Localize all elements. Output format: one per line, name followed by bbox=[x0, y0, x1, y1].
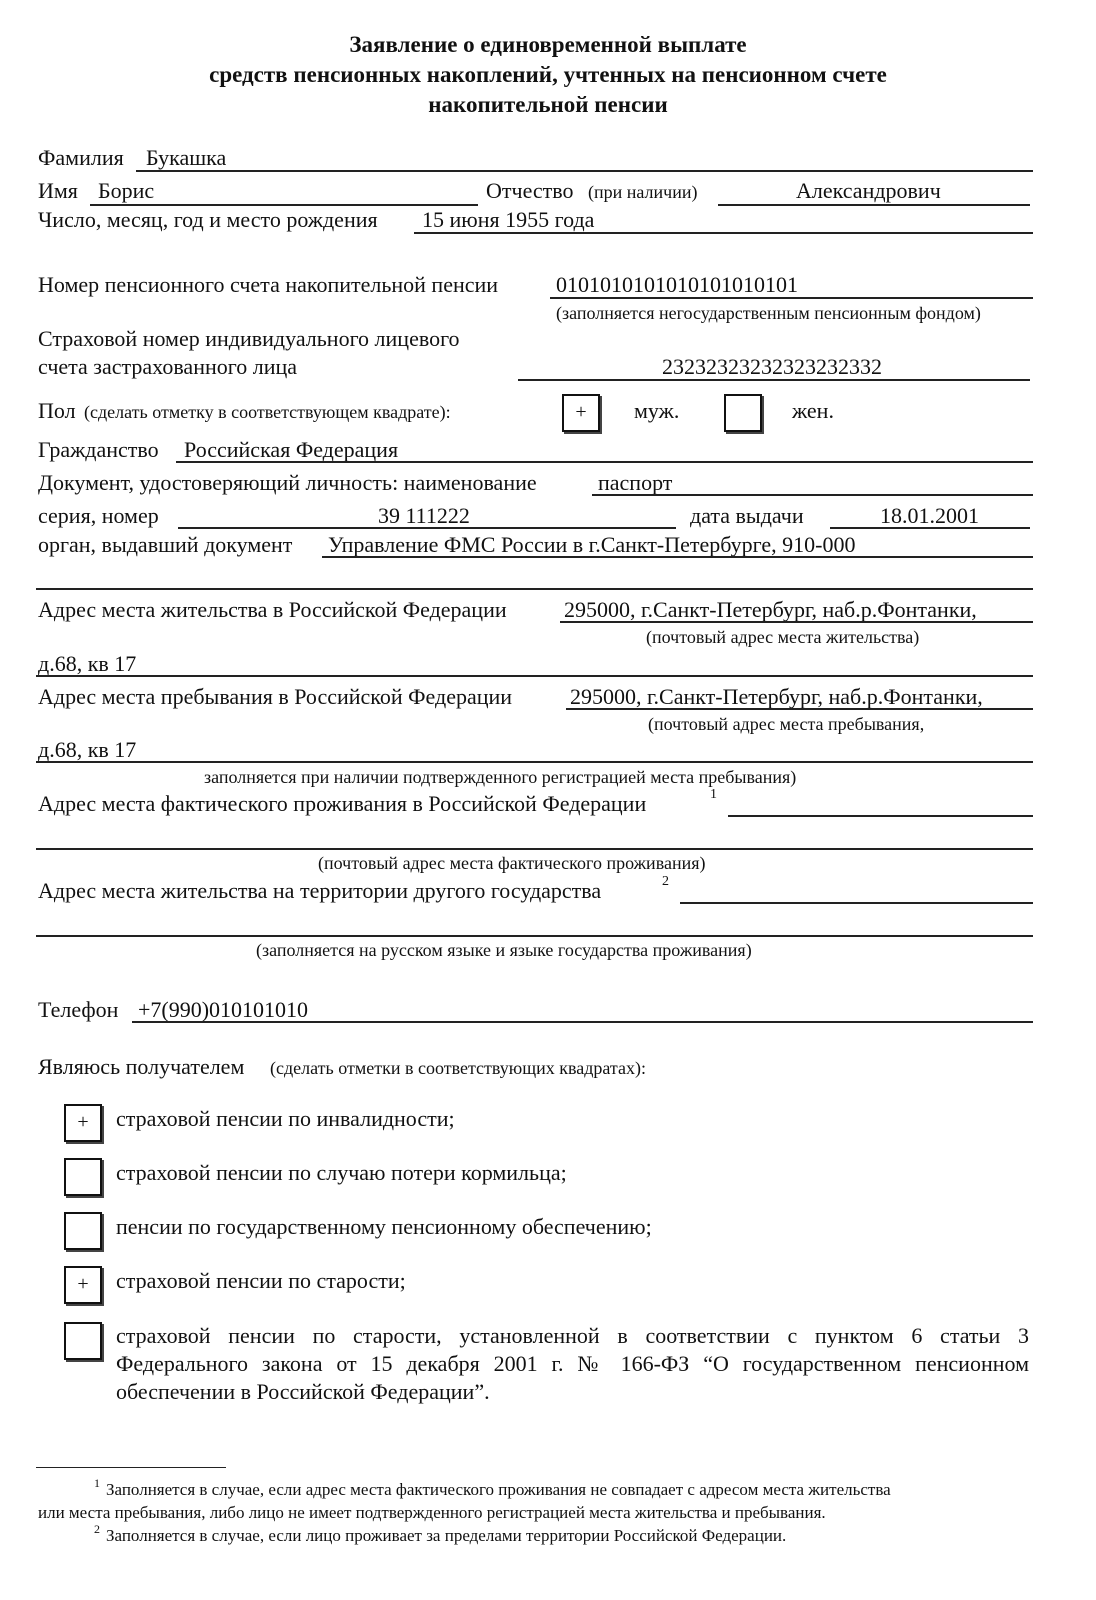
document-issuer-underline bbox=[322, 556, 1033, 558]
surname-label: Фамилия bbox=[38, 145, 124, 170]
footnote-2-number: 2 bbox=[94, 1522, 100, 1536]
sex-label: Пол bbox=[38, 398, 76, 423]
option-label-state-pension: пенсии по государственному пенсионному обеспечению; bbox=[116, 1214, 652, 1239]
foreign-address-footnote-ref: 2 bbox=[662, 874, 669, 889]
document-series-field[interactable]: 39 111222 bbox=[378, 503, 470, 528]
document-issuer-label: орган, выдавший документ bbox=[38, 532, 293, 557]
document-date-underline bbox=[830, 527, 1030, 529]
stay-underline-1 bbox=[566, 708, 1033, 710]
document-type-field[interactable]: паспорт bbox=[598, 470, 673, 495]
sex-female-label: жен. bbox=[792, 398, 834, 423]
option-label-disability: страховой пенсии по инвалидности; bbox=[116, 1106, 455, 1131]
snils-label-line-2: счета застрахованного лица bbox=[38, 354, 298, 379]
residence-field-line-2[interactable]: д.68, кв 17 bbox=[38, 651, 137, 676]
residence-field-line-1[interactable]: 295000, г.Санкт-Петербург, наб.р.Фонтанки, bbox=[564, 597, 977, 622]
residence-note: (почтовый адрес места жительства) bbox=[646, 627, 920, 647]
footnote-1-line-1: Заполняется в случае, если адрес места фактического проживания не совпадает с адресом места жительства bbox=[106, 1480, 891, 1499]
footnote-2-text: Заполняется в случае, если лицо проживает за пределами территории Российской Федерации. bbox=[106, 1526, 787, 1545]
patronymic-underline bbox=[718, 204, 1030, 206]
phone-underline bbox=[132, 1021, 1033, 1023]
separator-line bbox=[36, 588, 1033, 590]
pension-account-field[interactable]: 0101010101010101010101 bbox=[556, 272, 798, 297]
option-checkbox-survivor[interactable] bbox=[64, 1158, 102, 1196]
document-issuer-field[interactable]: Управление ФМС России в г.Санкт-Петербурге, 910-000 bbox=[328, 532, 856, 557]
foreign-address-underline-2 bbox=[36, 935, 1033, 937]
pension-account-note: (заполняется негосударственным пенсионным фондом) bbox=[556, 303, 981, 323]
title-line-2: средств пенсионных накоплений, учтенных на пенсионном счете bbox=[209, 62, 887, 87]
option-checkbox-disability[interactable]: + bbox=[64, 1104, 102, 1142]
birth-field[interactable]: 15 июня 1955 года bbox=[422, 207, 595, 232]
stay-note-1: (почтовый адрес места пребывания, bbox=[648, 714, 925, 734]
patronymic-note: (при наличии) bbox=[588, 182, 698, 202]
surname-field[interactable]: Букашка bbox=[146, 145, 227, 170]
patronymic-label: Отчество bbox=[486, 178, 574, 203]
sex-male-label: муж. bbox=[634, 398, 680, 423]
footnote-1-number: 1 bbox=[94, 1476, 100, 1490]
actual-address-footnote-ref: 1 bbox=[710, 787, 717, 802]
pension-account-underline bbox=[550, 297, 1033, 299]
sex-female-checkbox[interactable] bbox=[724, 394, 762, 432]
option-label-survivor: страховой пенсии по случаю потери кормильца; bbox=[116, 1160, 567, 1185]
footnote-separator bbox=[36, 1467, 226, 1468]
citizenship-underline bbox=[176, 461, 1033, 463]
citizenship-label: Гражданство bbox=[38, 437, 159, 462]
document-label: Документ, удостоверяющий личность: наименование bbox=[38, 470, 537, 495]
name-label: Имя bbox=[38, 178, 78, 203]
snils-field[interactable]: 23232323232323232332 bbox=[662, 354, 882, 379]
snils-underline bbox=[518, 379, 1030, 381]
residence-underline-1 bbox=[560, 621, 1033, 623]
pension-account-label: Номер пенсионного счета накопительной пенсии bbox=[38, 272, 499, 297]
stay-field-line-1[interactable]: 295000, г.Санкт-Петербург, наб.р.Фонтанки, bbox=[570, 684, 983, 709]
surname-underline bbox=[136, 170, 1033, 172]
sex-note: (сделать отметку в соответствующем квадрате): bbox=[84, 402, 451, 422]
option-checkbox-state-pension[interactable] bbox=[64, 1212, 102, 1250]
phone-field[interactable]: +7(990)010101010 bbox=[138, 997, 309, 1022]
stay-note-2: заполняется при наличии подтвержденного регистрацией места пребывания) bbox=[204, 767, 797, 787]
name-field[interactable]: Борис bbox=[98, 178, 155, 203]
document-date-label: дата выдачи bbox=[690, 503, 804, 528]
option-checkbox-old-age[interactable]: + bbox=[64, 1266, 102, 1304]
option-checkbox-old-age-art6[interactable] bbox=[64, 1322, 102, 1360]
actual-address-label: Адрес места фактического проживания в Российской Федерации bbox=[38, 791, 647, 816]
actual-address-underline-1 bbox=[728, 815, 1033, 817]
birth-label: Число, месяц, год и место рождения bbox=[38, 207, 378, 232]
foreign-address-label: Адрес места жительства на территории другого государства bbox=[38, 878, 602, 903]
option-label-old-age: страховой пенсии по старости; bbox=[116, 1268, 406, 1293]
citizenship-field[interactable]: Российская Федерация bbox=[184, 437, 399, 462]
document-type-underline bbox=[592, 494, 1033, 496]
recipient-label: Являюсь получателем bbox=[38, 1054, 245, 1079]
title-line-3: накопительной пенсии bbox=[428, 92, 668, 117]
residence-underline-2 bbox=[36, 675, 1033, 677]
sex-male-checkbox[interactable]: + bbox=[562, 394, 600, 432]
phone-label: Телефон bbox=[38, 997, 119, 1022]
footnote-1-line-2: или места пребывания, либо лицо не имеет подтвержденного регистрацией места жительства и пребывания. bbox=[38, 1503, 826, 1522]
foreign-address-note: (заполняется на русском языке и языке государства проживания) bbox=[256, 940, 752, 960]
residence-label: Адрес места жительства в Российской Федерации bbox=[38, 597, 507, 622]
patronymic-field[interactable]: Александрович bbox=[796, 178, 941, 203]
stay-label: Адрес места пребывания в Российской Федерации bbox=[38, 684, 513, 709]
name-underline bbox=[90, 204, 478, 206]
document-series-label: серия, номер bbox=[38, 503, 159, 528]
birth-underline bbox=[414, 232, 1033, 234]
foreign-address-underline-1 bbox=[680, 902, 1033, 904]
stay-underline-2 bbox=[36, 761, 1033, 763]
actual-address-note: (почтовый адрес места фактического проживания) bbox=[318, 853, 706, 873]
title-line-1: Заявление о единовременной выплате bbox=[349, 32, 747, 57]
option-label-old-age-art6: страховой пенсии по старости, установленной в соответствии с пунктом 6 статьи 3 Федерального закона от 15 декабря 2001 г. № 166-ФЗ “О государственном пенсионном обеспечении в Российской Федерации”. bbox=[116, 1323, 1029, 1404]
recipient-note: (сделать отметки в соответствующих квадратах): bbox=[270, 1058, 646, 1078]
actual-address-underline-2 bbox=[36, 848, 1033, 850]
document-date-field[interactable]: 18.01.2001 bbox=[880, 503, 979, 528]
stay-field-line-2[interactable]: д.68, кв 17 bbox=[38, 737, 137, 762]
snils-label-line-1: Страховой номер индивидуального лицевого bbox=[38, 326, 460, 351]
document-series-underline bbox=[178, 527, 676, 529]
